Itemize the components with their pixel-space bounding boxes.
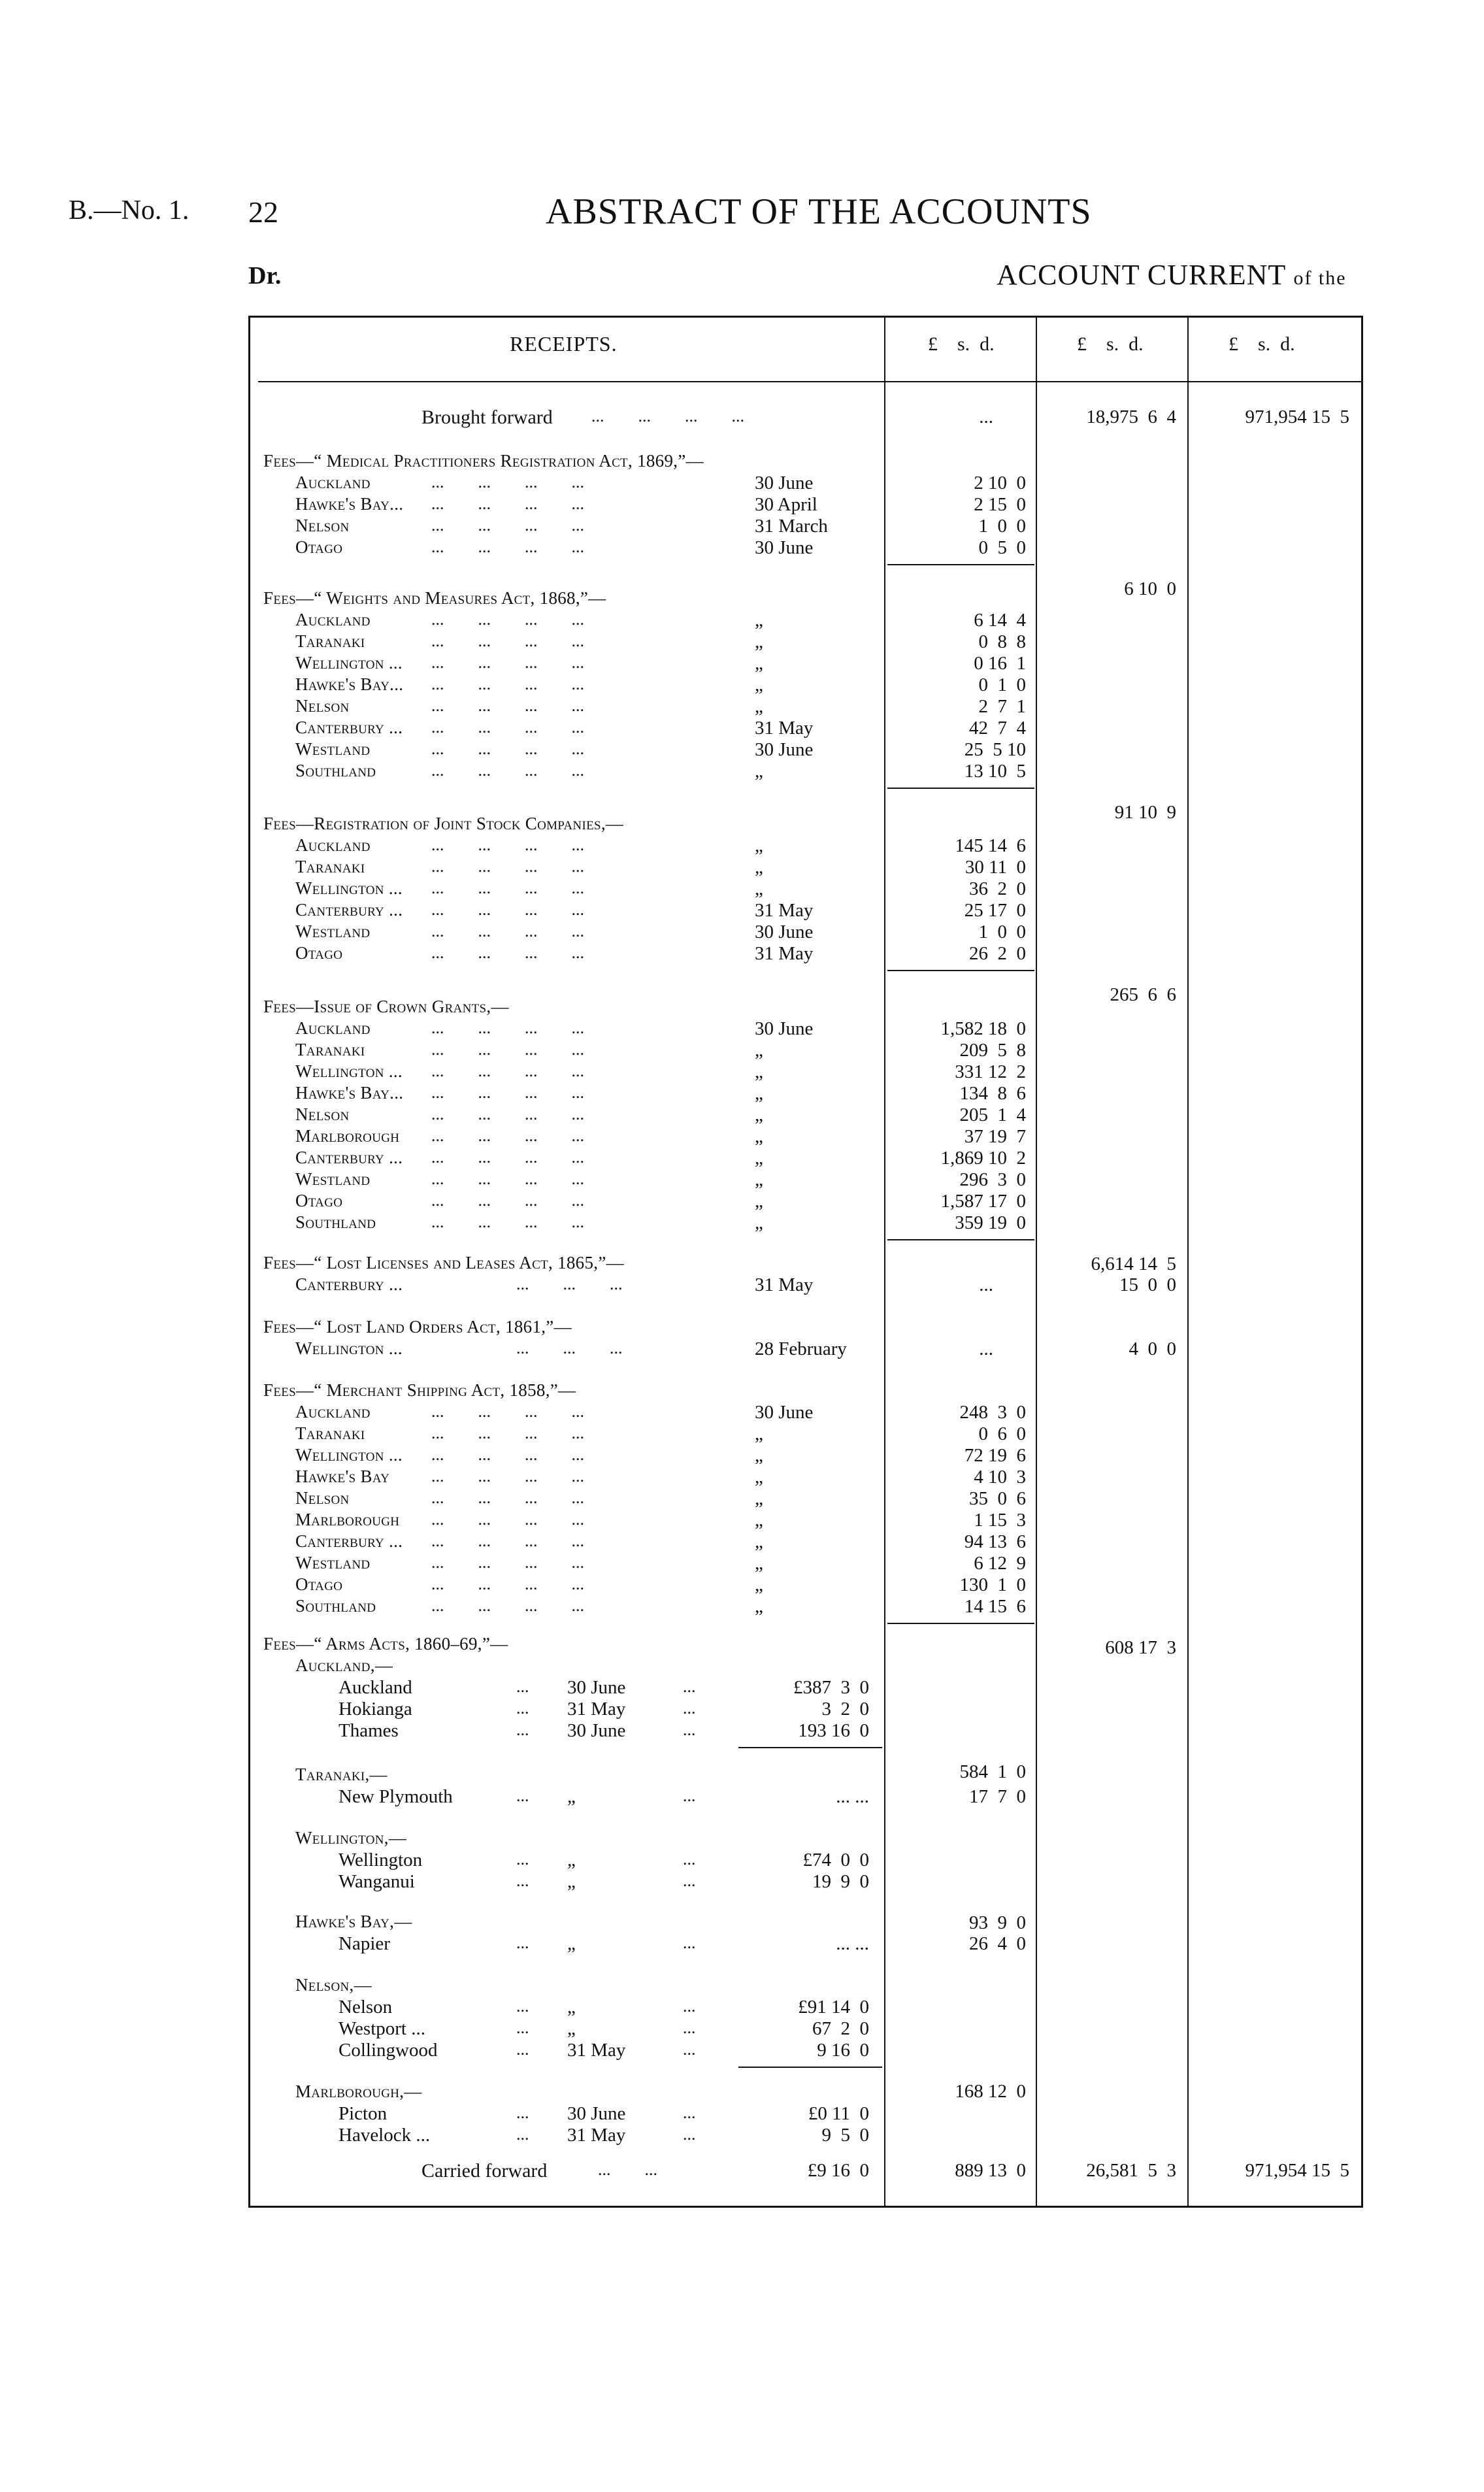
merchant-shipping-row-8-leader: ... ... ... ... [431,1574,584,1593]
merchant-shipping-row-8-value: 130 1 0 [959,1574,1026,1595]
arms-auckland-row-0-value: £387 3 0 [793,1677,869,1698]
brought-forward-col1: ... [979,407,993,427]
crown-grants-row-7-date: „ [755,1169,763,1190]
arms-auckland-row-1-leader1: ... [516,1699,529,1718]
lost-licenses-total: 15 0 0 [1119,1274,1176,1295]
arms-auckland-row-1-leader2: ... [683,1699,696,1718]
arms-auckland-row-2-date: 30 June [567,1720,626,1741]
arms-auckland-row-0-leader2: ... [683,1677,696,1696]
arms-auckland-row-2-value: 193 16 0 [798,1720,869,1741]
arms-marlborough-row-1-date: 31 May [567,2125,626,2146]
joint-stock-row-2-leader: ... ... ... ... [431,878,584,897]
merchant-shipping-row-2-name: Wellington ... [295,1445,403,1465]
joint-stock-row-1-name: Taranaki [295,857,365,876]
crown-grants-row-3-date: „ [755,1083,763,1104]
arms-nelson-row-2-leader2: ... [683,2040,696,2059]
arms-marlborough-head: Marlborough,— [295,2082,422,2101]
weights-row-1-name: Taranaki [295,631,365,651]
arms-wellington-row-0-leader2: ... [683,1850,696,1869]
joint-stock-row-1-date: „ [755,857,763,878]
brought-forward-col2: 18,975 6 4 [1086,407,1176,427]
weights-row-4-leader: ... ... ... ... [431,696,584,715]
debit-marker: Dr. [248,262,282,290]
lost-licenses-name: Canterbury ... [295,1274,403,1294]
weights-row-0-date: „ [755,610,763,631]
arms-hawkes-bay-row-date: „ [567,1933,576,1954]
medical-row-0-leader: ... ... ... ... [431,473,584,491]
joint-stock-row-4-date: 30 June [755,922,814,942]
arms-nelson-row-2-leader1: ... [516,2040,529,2059]
crown-grants-row-0-date: 30 June [755,1018,814,1039]
crown-grants-row-9-name: Southland [295,1212,376,1232]
col-rule-3 [1187,316,1189,2208]
arms-hawkes-bay-row-leader1: ... [516,1933,529,1952]
merchant-shipping-row-3-value: 4 10 3 [974,1467,1026,1487]
medical-row-1-date: 30 April [755,494,817,515]
crown-grants-row-0-leader: ... ... ... ... [431,1018,584,1037]
section-heading-medical: Fees—“ Medical Practitioners Registration Act, 1869,”— [263,451,704,471]
merchant-shipping-row-6-name: Canterbury ... [295,1531,403,1551]
medical-row-0-date: 30 June [755,473,814,493]
arms-auckland-row-0-date: 30 June [567,1677,626,1698]
merchant-shipping-row-3-name: Hawke's Bay [295,1467,390,1486]
weights-row-0-leader: ... ... ... ... [431,610,584,629]
medical-row-3-date: 30 June [755,537,814,558]
arms-nelson-row-1-value: 67 2 0 [812,2018,869,2039]
joint-stock-row-3-date: 31 May [755,900,814,921]
crown-grants-row-5-date: „ [755,1126,763,1147]
joint-stock-row-4-name: Westland [295,922,371,941]
arms-nelson-row-0-leader2: ... [683,1997,696,2016]
arms-nelson-row-1-leader1: ... [516,2018,529,2037]
weights-total: 91 10 9 [1114,802,1176,823]
arms-nelson-row-1-date: „ [567,2018,576,2039]
crown-grants-row-9-leader: ... ... ... ... [431,1212,584,1231]
arms-wellington-row-1-name: Wanganui [338,1871,415,1892]
carried-forward-leader: ... ... [598,2160,657,2179]
merchant-shipping-row-6-value: 94 13 6 [964,1531,1026,1552]
lost-land-total: 4 0 0 [1129,1338,1176,1359]
arms-nelson-row-0-leader1: ... [516,1997,529,2016]
arms-auckland-rule [738,1747,882,1748]
merchant-shipping-row-4-value: 35 0 6 [969,1488,1026,1509]
merchant-shipping-row-0-value: 248 3 0 [959,1402,1026,1423]
arms-hawkes-bay-row-leader2: ... [683,1933,696,1952]
arms-taranaki-row-name: New Plymouth [338,1786,453,1807]
joint-stock-row-5-name: Otago [295,943,343,963]
arms-auckland-row-2-name: Thames [338,1720,399,1741]
merchant-shipping-row-9-name: Southland [295,1596,376,1616]
weights-row-7-date: „ [755,761,763,782]
merchant-shipping-row-2-value: 72 19 6 [964,1445,1026,1466]
arms-auckland-total: 584 1 0 [959,1761,1026,1782]
arms-marlborough-row-0-leader2: ... [683,2103,696,2122]
merchant-shipping-row-7-name: Westland [295,1553,371,1572]
merchant-shipping-row-6-leader: ... ... ... ... [431,1531,584,1550]
joint-stock-row-1-leader: ... ... ... ... [431,857,584,876]
arms-auckland-row-1-name: Hokianga [338,1699,412,1719]
weights-row-2-value: 0 16 1 [974,653,1026,674]
medical-row-2-leader: ... ... ... ... [431,516,584,535]
lost-licenses-col1: ... [979,1274,993,1295]
merchant-shipping-total: 608 17 3 [1105,1637,1176,1658]
arms-marlborough-row-1-name: Havelock ... [338,2125,431,2146]
crown-grants-row-5-name: Marlborough [295,1126,400,1146]
crown-grants-row-6-date: „ [755,1148,763,1169]
arms-marlborough-row-0-name: Picton [338,2103,387,2124]
crown-grants-subtotal-rule [887,1239,1034,1240]
medical-row-0-name: Auckland [295,473,371,492]
col-rule-2 [1036,316,1037,2208]
medical-row-2-value: 1 0 0 [978,516,1026,537]
arms-wellington-row-0-date: „ [567,1850,576,1870]
section-heading-lost-land: Fees—“ Lost Land Orders Act, 1861,”— [263,1317,572,1337]
section-heading-merchant-shipping: Fees—“ Merchant Shipping Act, 1858,”— [263,1380,576,1400]
medical-row-2-date: 31 March [755,516,828,537]
crown-grants-row-7-name: Westland [295,1169,371,1189]
joint-stock-row-0-leader: ... ... ... ... [431,835,584,854]
crown-grants-row-1-date: „ [755,1040,763,1061]
crown-grants-row-2-name: Wellington ... [295,1061,403,1081]
crown-grants-row-4-name: Nelson [295,1105,350,1124]
merchant-shipping-row-1-leader: ... ... ... ... [431,1423,584,1442]
carried-forward-col0: £9 16 0 [807,2160,869,2181]
crown-grants-total: 6,614 14 5 [1091,1254,1176,1274]
lost-licenses-date: 31 May [755,1274,814,1295]
merchant-shipping-row-4-leader: ... ... ... ... [431,1488,584,1507]
weights-row-7-name: Southland [295,761,376,780]
merchant-shipping-row-7-value: 6 12 9 [974,1553,1026,1574]
crown-grants-row-8-value: 1,587 17 0 [940,1191,1026,1212]
weights-row-3-name: Hawke's Bay... [295,674,404,694]
arms-nelson-head: Nelson,— [295,1975,372,1995]
lost-licenses-leader: ... ... ... [516,1274,623,1293]
page-number: 22 [248,195,278,229]
joint-stock-row-2-value: 36 2 0 [969,878,1026,899]
crown-grants-row-5-leader: ... ... ... ... [431,1126,584,1145]
section-heading-joint-stock: Fees—Registration of Joint Stock Companies,— [263,814,624,833]
merchant-shipping-row-0-leader: ... ... ... ... [431,1402,584,1421]
table-top-rule [248,316,1362,318]
merchant-shipping-row-5-date: „ [755,1510,763,1531]
crown-grants-row-7-leader: ... ... ... ... [431,1169,584,1188]
merchant-shipping-row-1-name: Taranaki [295,1423,365,1443]
arms-taranaki-total: 17 7 0 [969,1786,1026,1807]
weights-row-7-value: 13 10 5 [964,761,1026,782]
joint-stock-total: 265 6 6 [1110,984,1176,1005]
weights-row-1-value: 0 8 8 [978,631,1026,652]
medical-row-2-name: Nelson [295,516,350,535]
merchant-shipping-row-3-leader: ... ... ... ... [431,1467,584,1486]
joint-stock-row-3-leader: ... ... ... ... [431,900,584,919]
weights-row-1-leader: ... ... ... ... [431,631,584,650]
joint-stock-row-4-leader: ... ... ... ... [431,922,584,940]
medical-row-0-value: 2 10 0 [974,473,1026,493]
arms-marlborough-row-1-value: 9 5 0 [821,2125,869,2146]
crown-grants-row-8-date: „ [755,1191,763,1212]
merchant-shipping-row-8-name: Otago [295,1574,343,1594]
lost-land-date: 28 February [755,1338,847,1359]
weights-row-0-value: 6 14 4 [974,610,1026,631]
weights-row-6-date: 30 June [755,739,814,760]
arms-nelson-rule [738,2067,882,2068]
weights-row-4-date: „ [755,696,763,717]
joint-stock-row-2-name: Wellington ... [295,878,403,898]
weights-row-3-leader: ... ... ... ... [431,674,584,693]
medical-subtotal-rule [887,564,1034,565]
section-heading-weights: Fees—“ Weights and Measures Act, 1868,”— [263,588,606,608]
arms-nelson-row-2-value: 9 16 0 [817,2040,869,2061]
carried-forward-col1: 889 13 0 [955,2160,1026,2181]
carried-forward-label: Carried forward [421,2160,548,2182]
crown-grants-row-3-leader: ... ... ... ... [431,1083,584,1102]
section-heading-arms: Fees—“ Arms Acts, 1860–69,”— [263,1634,508,1653]
arms-nelson-row-2-name: Collingwood [338,2040,438,2061]
arms-auckland-row-0-leader1: ... [516,1677,529,1696]
crown-grants-row-8-name: Otago [295,1191,343,1210]
arms-nelson-row-0-value: £91 14 0 [798,1997,869,2018]
arms-wellington-head: Wellington,— [295,1828,407,1848]
merchant-shipping-row-4-date: „ [755,1488,763,1509]
money-heading-1: £ s. d. [928,333,995,355]
joint-stock-row-5-date: 31 May [755,943,814,964]
merchant-shipping-row-2-leader: ... ... ... ... [431,1445,584,1464]
merchant-shipping-row-1-value: 0 6 0 [978,1423,1026,1444]
account-heading [997,258,1347,291]
arms-nelson-row-1-name: Westport ... [338,2018,425,2039]
weights-row-5-leader: ... ... ... ... [431,718,584,737]
arms-hawkes-bay-row-value: ... ... [836,1933,869,1954]
arms-marlborough-row-0-value: £0 11 0 [808,2103,869,2124]
joint-stock-row-4-value: 1 0 0 [978,922,1026,942]
weights-row-6-value: 25 5 10 [964,739,1026,760]
medical-total: 6 10 0 [1124,578,1176,599]
merchant-shipping-row-1-date: „ [755,1423,763,1444]
weights-row-1-date: „ [755,631,763,652]
account-heading-main: ACCOUNT CURRENT [997,259,1286,291]
arms-wellington-total: 93 9 0 [969,1912,1026,1933]
merchant-shipping-row-5-value: 1 15 3 [974,1510,1026,1531]
weights-row-2-date: „ [755,653,763,674]
crown-grants-row-4-value: 205 1 4 [959,1105,1026,1125]
weights-row-0-name: Auckland [295,610,371,629]
medical-row-3-name: Otago [295,537,343,557]
arms-wellington-row-1-leader1: ... [516,1871,529,1890]
crown-grants-row-4-date: „ [755,1105,763,1125]
weights-row-3-date: „ [755,674,763,695]
arms-nelson-row-2-date: 31 May [567,2040,626,2061]
weights-subtotal-rule [887,788,1034,789]
crown-grants-row-5-value: 37 19 7 [964,1126,1026,1147]
arms-taranaki-row-leader1: ... [516,1786,529,1805]
medical-row-3-leader: ... ... ... ... [431,537,584,556]
receipts-heading: RECEIPTS. [510,332,618,356]
weights-row-5-value: 42 7 4 [969,718,1026,739]
crown-grants-row-1-name: Taranaki [295,1040,365,1059]
arms-marlborough-row-0-leader1: ... [516,2103,529,2122]
crown-grants-row-2-date: „ [755,1061,763,1082]
weights-row-5-name: Canterbury ... [295,718,403,737]
joint-stock-subtotal-rule [887,970,1034,971]
medical-row-1-value: 2 15 0 [974,494,1026,515]
money-heading-2: £ s. d. [1077,333,1144,355]
carried-forward-col2: 26,581 5 3 [1086,2160,1176,2181]
arms-wellington-row-0-name: Wellington [338,1850,423,1870]
crown-grants-row-9-value: 359 19 0 [955,1212,1026,1233]
lost-land-name: Wellington ... [295,1338,403,1358]
arms-nelson-row-0-name: Nelson [338,1997,393,2018]
crown-grants-row-2-leader: ... ... ... ... [431,1061,584,1080]
joint-stock-row-5-leader: ... ... ... ... [431,943,584,962]
merchant-shipping-row-8-date: „ [755,1574,763,1595]
account-heading-tail: of the [1293,267,1347,289]
weights-row-3-value: 0 1 0 [978,674,1026,695]
arms-taranaki-row-value: ... ... [836,1786,869,1807]
crown-grants-row-0-name: Auckland [295,1018,371,1038]
lost-land-col1: ... [979,1338,993,1359]
weights-row-2-leader: ... ... ... ... [431,653,584,672]
crown-grants-row-1-leader: ... ... ... ... [431,1040,584,1059]
merchant-shipping-row-0-name: Auckland [295,1402,371,1421]
money-heading-3: £ s. d. [1228,333,1295,355]
weights-row-2-name: Wellington ... [295,653,403,673]
table-left-rule [248,316,250,2208]
merchant-shipping-row-2-date: „ [755,1445,763,1466]
arms-wellington-row-1-value: 19 9 0 [812,1871,869,1892]
weights-row-6-leader: ... ... ... ... [431,739,584,758]
merchant-shipping-subtotal-rule [887,1623,1034,1624]
merchant-shipping-row-0-date: 30 June [755,1402,814,1423]
brought-forward-label: Brought forward [421,407,553,428]
weights-row-7-leader: ... ... ... ... [431,761,584,780]
carried-forward-col3: 971,954 15 5 [1245,2160,1349,2181]
brought-forward-leader: ... ... ... ... [591,407,744,425]
crown-grants-row-6-value: 1,869 10 2 [940,1148,1026,1169]
arms-auckland-row-1-date: 31 May [567,1699,626,1719]
crown-grants-row-2-value: 331 12 2 [955,1061,1026,1082]
page-title: ABSTRACT OF THE ACCOUNTS [546,191,1092,232]
medical-row-1-leader: ... ... ... ... [431,494,584,513]
merchant-shipping-row-5-name: Marlborough [295,1510,400,1529]
crown-grants-row-0-value: 1,582 18 0 [940,1018,1026,1039]
merchant-shipping-row-9-date: „ [755,1596,763,1617]
col-rule-1 [884,316,885,2208]
arms-hawkes-bay-head: Hawke's Bay,— [295,1912,412,1931]
arms-wellington-row-0-value: £74 0 0 [802,1850,869,1870]
crown-grants-row-6-name: Canterbury ... [295,1148,403,1167]
weights-row-6-name: Westland [295,739,371,759]
arms-auckland-row-2-leader1: ... [516,1720,529,1739]
table-bottom-rule [248,2206,1362,2208]
medical-row-3-value: 0 5 0 [978,537,1026,558]
arms-auckland-head: Auckland,— [295,1655,393,1675]
joint-stock-row-3-value: 25 17 0 [964,900,1026,921]
crown-grants-row-7-value: 296 3 0 [959,1169,1026,1190]
arms-auckland-row-2-leader2: ... [683,1720,696,1739]
crown-grants-row-8-leader: ... ... ... ... [431,1191,584,1210]
joint-stock-row-0-value: 145 14 6 [955,835,1026,856]
joint-stock-row-5-value: 26 2 0 [969,943,1026,964]
crown-grants-row-6-leader: ... ... ... ... [431,1148,584,1167]
arms-auckland-row-0-name: Auckland [338,1677,412,1698]
section-heading-crown-grants: Fees—Issue of Crown Grants,— [263,997,509,1016]
arms-auckland-row-1-value: 3 2 0 [821,1699,869,1719]
arms-nelson-total: 168 12 0 [955,2081,1026,2102]
brought-forward-col3: 971,954 15 5 [1245,407,1349,427]
arms-nelson-row-1-leader2: ... [683,2018,696,2037]
merchant-shipping-row-7-date: „ [755,1553,763,1574]
crown-grants-row-3-value: 134 8 6 [959,1083,1026,1104]
arms-nelson-row-0-date: „ [567,1997,576,2018]
joint-stock-row-1-value: 30 11 0 [965,857,1026,878]
crown-grants-row-3-name: Hawke's Bay... [295,1083,404,1103]
joint-stock-row-0-date: „ [755,835,763,856]
joint-stock-row-0-name: Auckland [295,835,371,855]
arms-taranaki-row-date: „ [567,1786,576,1807]
arms-hawkes-bay-total: 26 4 0 [969,1933,1026,1954]
merchant-shipping-row-3-date: „ [755,1467,763,1487]
crown-grants-row-4-leader: ... ... ... ... [431,1105,584,1123]
crown-grants-row-1-value: 209 5 8 [959,1040,1026,1061]
arms-marlborough-row-1-leader2: ... [683,2125,696,2144]
arms-wellington-row-1-date: „ [567,1871,576,1892]
arms-wellington-row-0-leader1: ... [516,1850,529,1869]
merchant-shipping-row-9-leader: ... ... ... ... [431,1596,584,1615]
lost-land-leader: ... ... ... [516,1338,623,1357]
table-right-rule [1361,316,1363,2208]
joint-stock-row-2-date: „ [755,878,763,899]
merchant-shipping-row-9-value: 14 15 6 [964,1596,1026,1617]
arms-marlborough-row-1-leader1: ... [516,2125,529,2144]
arms-marlborough-row-0-date: 30 June [567,2103,626,2124]
crown-grants-row-9-date: „ [755,1212,763,1233]
medical-row-1-name: Hawke's Bay... [295,494,404,514]
arms-hawkes-bay-row-name: Napier [338,1933,390,1954]
section-heading-lost-licenses: Fees—“ Lost Licenses and Leases Act, 1865,”— [263,1253,624,1272]
merchant-shipping-row-7-leader: ... ... ... ... [431,1553,584,1572]
merchant-shipping-row-5-leader: ... ... ... ... [431,1510,584,1529]
merchant-shipping-row-6-date: „ [755,1531,763,1552]
arms-taranaki-head: Taranaki,— [295,1765,387,1784]
arms-taranaki-row-leader2: ... [683,1786,696,1805]
table-header-rule [258,381,1362,382]
weights-row-4-value: 2 7 1 [978,696,1026,717]
merchant-shipping-row-4-name: Nelson [295,1488,350,1508]
arms-wellington-row-1-leader2: ... [683,1871,696,1890]
weights-row-5-date: 31 May [755,718,814,739]
joint-stock-row-3-name: Canterbury ... [295,900,403,920]
document-reference: B.—No. 1. [69,195,190,225]
weights-row-4-name: Nelson [295,696,350,716]
